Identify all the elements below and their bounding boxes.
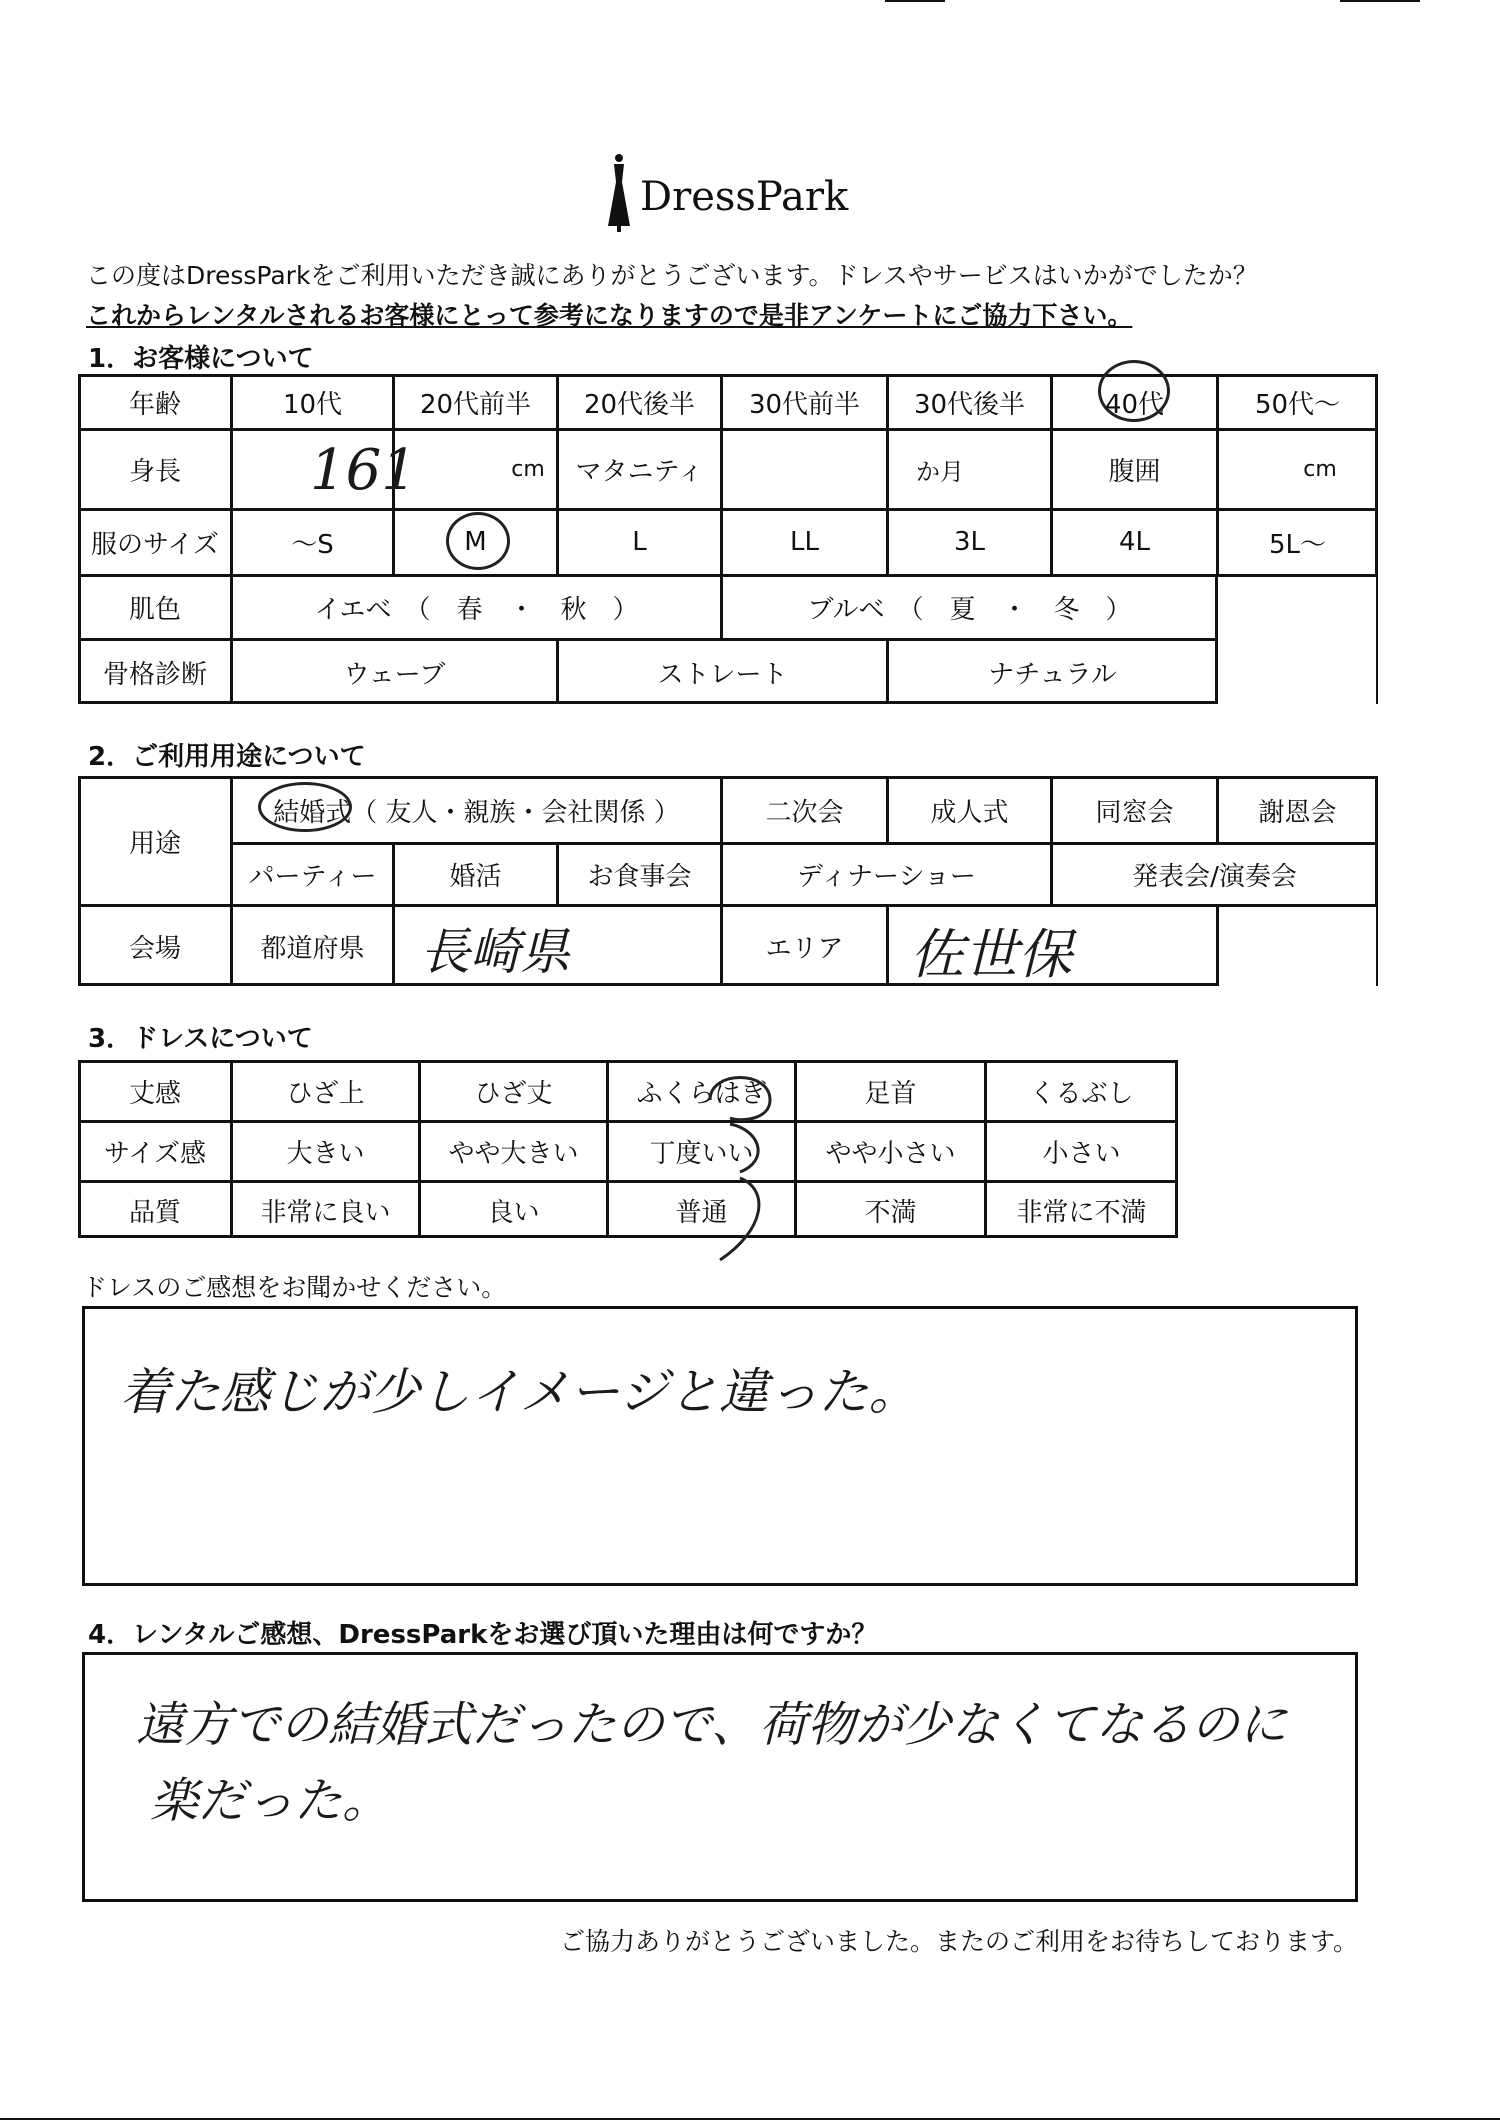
skin-blue-option[interactable]: ブルベ （ 夏 ・ 冬 ） — [807, 594, 1132, 625]
quality-option[interactable]: 不満 — [864, 1197, 917, 1228]
area-value: 佐世保 — [910, 923, 1072, 986]
age-option[interactable]: 20代後半 — [583, 389, 696, 420]
length-option[interactable]: 足首 — [864, 1078, 917, 1109]
month-unit: か月 — [916, 457, 964, 486]
prefecture-label: 都道府県 — [260, 933, 365, 964]
frame-option[interactable]: ウェーブ — [343, 659, 446, 690]
footer-thanks: ご協力ありがとうございました。またのご利用をお待ちしております。 — [560, 1927, 1359, 1956]
usage-option[interactable]: 婚活 — [449, 861, 502, 892]
impression-answer: 着た感じが少しイメージと違った。 — [120, 1363, 919, 1421]
fit-option[interactable]: やや小さい — [825, 1138, 956, 1169]
fit-label: サイズ感 — [104, 1138, 206, 1169]
impression-answer-box — [82, 1306, 1358, 1586]
usage-option[interactable]: 謝恩会 — [1258, 797, 1337, 828]
usage-option[interactable]: 成人式 — [930, 797, 1009, 828]
reason-answer-line-2: 楽だった。 — [150, 1773, 391, 1829]
length-option-selected[interactable]: ふくらはぎ — [636, 1078, 767, 1109]
scan-edge-line — [0, 2118, 1500, 2120]
size-option[interactable]: 5L～ — [1268, 529, 1327, 560]
usage-label: 用途 — [128, 828, 181, 859]
length-option[interactable]: ひざ丈 — [474, 1078, 553, 1109]
quality-option-selected[interactable]: 普通 — [675, 1197, 728, 1228]
scan-mark — [885, 0, 945, 2]
age-option-selected[interactable]: 40代 — [1104, 389, 1165, 420]
height-unit: cm — [511, 456, 545, 482]
usage-option[interactable]: ディナーショー — [797, 861, 976, 892]
size-option[interactable]: 3L — [953, 527, 986, 557]
age-label: 年齢 — [128, 389, 181, 420]
usage-option[interactable]: 同窓会 — [1095, 797, 1174, 828]
size-option-selected[interactable]: M — [464, 527, 487, 557]
frame-option[interactable]: ナチュラル — [988, 659, 1117, 690]
scan-mark — [1340, 0, 1420, 2]
age-option[interactable]: 30代後半 — [913, 389, 1026, 420]
waist-label: 腹囲 — [1108, 456, 1161, 487]
age-option[interactable]: 30代前半 — [748, 389, 861, 420]
fit-option[interactable]: やや大きい — [448, 1138, 579, 1169]
quality-label: 品質 — [128, 1197, 181, 1228]
reason-answer-line-1: 遠方での結婚式だったので、荷物が少なくてなるのに — [136, 1697, 1288, 1753]
size-label: 服のサイズ — [91, 529, 219, 560]
prefecture-value: 長崎県 — [420, 923, 570, 981]
venue-label: 会場 — [128, 933, 181, 964]
usage-option[interactable]: 発表会/演奏会 — [1132, 861, 1297, 892]
section-4-title: 4．レンタルご感想、DressParkをお選び頂いた理由は何ですか？ — [88, 1620, 878, 1650]
frame-option[interactable]: ストレート — [657, 659, 788, 690]
section-1-title: 1．お客様について — [88, 344, 314, 374]
dress-logo-icon — [604, 152, 634, 234]
selection-circle-mark — [1098, 360, 1170, 422]
section-3-title: 3．ドレスについて — [88, 1024, 313, 1054]
fit-option-selected[interactable]: 丁度いい — [649, 1138, 754, 1169]
impression-prompt: ドレスのご感想をお聞かせください。 — [82, 1273, 507, 1302]
skin-yellow-option[interactable]: イエベ （ 春 ・ 秋 ） — [314, 594, 639, 625]
frame-label: 骨格診断 — [102, 659, 207, 690]
selection-circle-mark — [446, 512, 510, 570]
size-option[interactable]: LL — [790, 527, 819, 557]
quality-option[interactable]: 非常に良い — [260, 1197, 391, 1228]
quality-option[interactable]: 良い — [487, 1197, 540, 1228]
maternity-label: マタニティ — [575, 456, 704, 487]
intro-line-1: この度はDressParkをご利用いただき誠にありがとうございます。ドレスやサービスはいかがでしたか？ — [86, 261, 1258, 290]
quality-option[interactable]: 非常に不満 — [1016, 1197, 1147, 1228]
skin-label: 肌色 — [128, 594, 181, 625]
usage-option[interactable]: お食事会 — [587, 861, 692, 892]
size-option[interactable]: 4L — [1118, 527, 1151, 557]
logo-text: DressPark — [640, 174, 849, 220]
fit-option[interactable]: 大きい — [286, 1138, 365, 1169]
waist-unit: cm — [1303, 456, 1337, 482]
length-option[interactable]: ひざ上 — [286, 1078, 365, 1109]
age-option[interactable]: 20代前半 — [419, 389, 532, 420]
area-label: エリア — [765, 933, 844, 964]
usage-option[interactable]: 二次会 — [765, 797, 844, 828]
length-label: 丈感 — [128, 1078, 181, 1109]
usage-wedding-option[interactable]: 結婚式（ 友人・親族・会社関係 ） — [273, 797, 680, 828]
age-option[interactable]: 10代 — [282, 389, 343, 420]
usage-option[interactable]: パーティー — [248, 861, 377, 892]
length-option[interactable]: くるぶし — [1029, 1078, 1134, 1109]
intro-line-2: これからレンタルされるお客様にとって参考になりますので是非アンケートにご協力下さい。 — [86, 301, 1133, 330]
section-2-title: 2．ご利用用途について — [88, 742, 366, 772]
height-value: 161 — [310, 438, 417, 503]
selection-circle-mark — [258, 782, 352, 832]
age-option[interactable]: 50代～ — [1254, 389, 1341, 420]
height-label: 身長 — [128, 456, 181, 487]
fit-option[interactable]: 小さい — [1042, 1138, 1121, 1169]
size-option[interactable]: L — [632, 527, 647, 557]
selection-stroke-mark — [680, 1060, 790, 1270]
size-option[interactable]: ～S — [291, 529, 334, 560]
